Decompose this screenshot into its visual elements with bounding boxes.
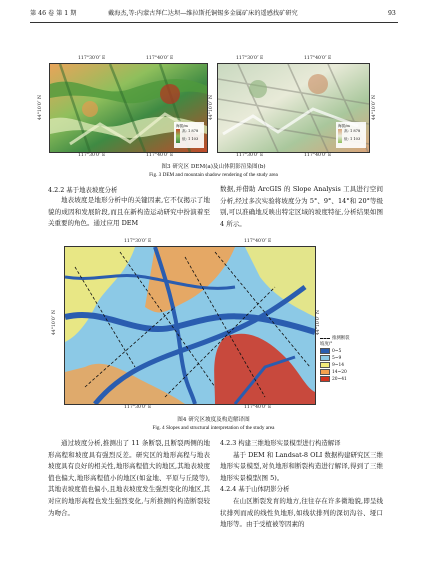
fig3b-legend-high: 高: 1 878 (344, 128, 361, 133)
hillshade-paragraph: 在山区断裂发育的地方,往往存在许多微地貌,即呈线状排列而成的线性负地形,如线状排列的深切沟谷、垭口地形等。由于受植被等因素的 (220, 496, 383, 529)
fig3a-top-tick-2: 117°40′0″ E (146, 56, 174, 61)
slope-class-label-2: 5~9 (332, 356, 342, 361)
slope-class-label-5: 20~41 (332, 377, 347, 382)
fig3b-right-tick: 44°10′0″ N (372, 95, 377, 121)
fig3a-right-tick: 44°10′0″ N (209, 95, 214, 121)
fig4-legend-class-1 (320, 348, 350, 355)
page-number: 93 (388, 10, 396, 17)
bottom-right-column (220, 438, 383, 531)
section-paragraph-right (220, 184, 383, 230)
section-423-body (220, 450, 383, 485)
fig4-legend-class-3 (320, 362, 350, 369)
fig3b-hillshade-map (217, 63, 370, 153)
fig3b-legend-ramp (338, 129, 342, 143)
section-heading-423: 4.2.3 构建三维地形实景模型进行构造解译 (220, 439, 341, 447)
fig3a-legend (176, 124, 198, 143)
fig3a-dem-map (49, 63, 208, 153)
fig3a-left-tick: 44°10′0″ N (38, 95, 43, 121)
model-paragraph: 基于 DEM 和 Landsat-8 OLI 数据构建研究区三维地形实景模型,对负地形和断裂构造进行解译,得到了三维地形实景模型(图 5)。 (220, 450, 383, 482)
fig4-top-tick-2: 117°40′0″ E (244, 239, 272, 244)
fig3-caption-en: Fig. 3 DEM and mountain shadow rendering of the study area (149, 172, 278, 178)
fig3b-legend-title: 海拔/m (338, 124, 350, 128)
header-rule (30, 22, 398, 23)
section-heading-422: 4.2.2 基于地表坡度分析 (48, 186, 118, 194)
slope-class-label-4: 14~20 (332, 370, 347, 375)
journal-volume: 第 46 卷 第 1 期 (30, 10, 77, 17)
fig4-bottom-tick-1: 117°30′0″ E (124, 405, 152, 410)
slope-swatch-1 (320, 348, 330, 354)
fig3b-bottom-tick-1: 117°30′0″ E (236, 153, 264, 158)
fault-line-symbol (320, 338, 330, 339)
slope-method-paragraph: 数据,并借助 ArcGIS 的 Slope Analysis 工具进行空间分析,经过多次实验将坡度分为 5°、9°、14°和 20°等级别,可以准确地反映出特定区域的坡度特征,分析结果如图 4 所示。 (220, 185, 383, 228)
fig4-slope-map (64, 246, 316, 405)
fig4-legend-class-4 (320, 369, 350, 376)
fig4-bottom-tick-2: 117°40′0″ E (244, 405, 272, 410)
fig3a-legend-low: 低: 1 103 (182, 137, 199, 142)
fault-analysis-paragraph: 通过坡度分析,推测出了 11 条断裂,且断裂两侧的地形高程和坡度具有强烈反差。研究区的地形高程与地表坡度具有良好的相关性,地形高程值大的地区,其地表坡度值也偏大,地形高程值小的地区(如盆地、平原与丘陵等),其地表坡度值也偏小,且地表坡度发生强烈变化的地区,其对应的地形高程也发生强烈变化,与所推测的构造断裂较为吻合。 (48, 439, 210, 517)
fig3a-bottom-tick-1: 117°30′0″ E (78, 153, 106, 158)
fig3b-legend (338, 124, 360, 143)
slope-class-label-3: 9~14 (332, 363, 345, 368)
fig3b-bottom-tick-2: 117°40′0″ E (304, 153, 332, 158)
fig4-caption-en: Fig. 4 Slopes and structural interpretation of the study area (152, 425, 275, 431)
fig3a-legend-high: 高: 1 878 (182, 128, 199, 133)
fig4-left-tick: 44°10′0″ N (52, 310, 57, 336)
fig3b-top-tick-2: 117°40′0″ E (304, 56, 332, 61)
slope-swatch-4 (320, 369, 330, 375)
fig3b-top-tick-1: 117°30′0″ E (236, 56, 264, 61)
slope-raster-image (65, 247, 315, 404)
fig3a-legend-title: 海拔/m (176, 124, 188, 128)
fig3a-legend-ramp (176, 129, 180, 143)
fig4-caption-cn: 图4 研究区坡度及构造解译图 (177, 417, 250, 423)
section-heading-424: 4.2.4 基于山体阴影分析 (220, 485, 290, 494)
fig3-caption-cn: 图3 研究区 DEM(a)及山体阴影渲染图(b) (161, 164, 266, 170)
fig4-legend-fault-label: 推测断裂 (332, 336, 350, 341)
fig4-legend-class-2 (320, 355, 350, 362)
slope-swatch-2 (320, 355, 330, 361)
fig3b-legend-low: 低: 1 103 (344, 137, 361, 142)
slope-intro-paragraph: 地表坡度是地形分析中的关键因素,它不仅揭示了地貌的成因和发展阶段,而且在新构造运动研究中扮演着至关重要的角色。通过应用 DEM (48, 196, 210, 228)
slope-swatch-5 (320, 376, 330, 382)
fig4-legend-title: 坡度/° (320, 342, 333, 347)
fig4-legend-class-5 (320, 376, 350, 383)
running-title: 戴海杰,等:内蒙古拜仁达坝—维拉斯托铜锡多金属矿床的遥感找矿研究 (108, 10, 298, 17)
fig3a-top-tick-1: 117°30′0″ E (78, 56, 106, 61)
slope-swatch-3 (320, 362, 330, 368)
fig4-right-tick: 44°10′0″ N (316, 310, 321, 336)
fig4-legend (320, 336, 350, 383)
fig3a-bottom-tick-2: 117°40′0″ E (146, 153, 174, 158)
section-424-body (220, 496, 383, 531)
section-paragraph-left (48, 195, 210, 230)
slope-class-label-1: 0~5 (332, 349, 342, 354)
fig4-top-tick-1: 117°30′0″ E (124, 239, 152, 244)
bottom-left-column (48, 438, 210, 519)
